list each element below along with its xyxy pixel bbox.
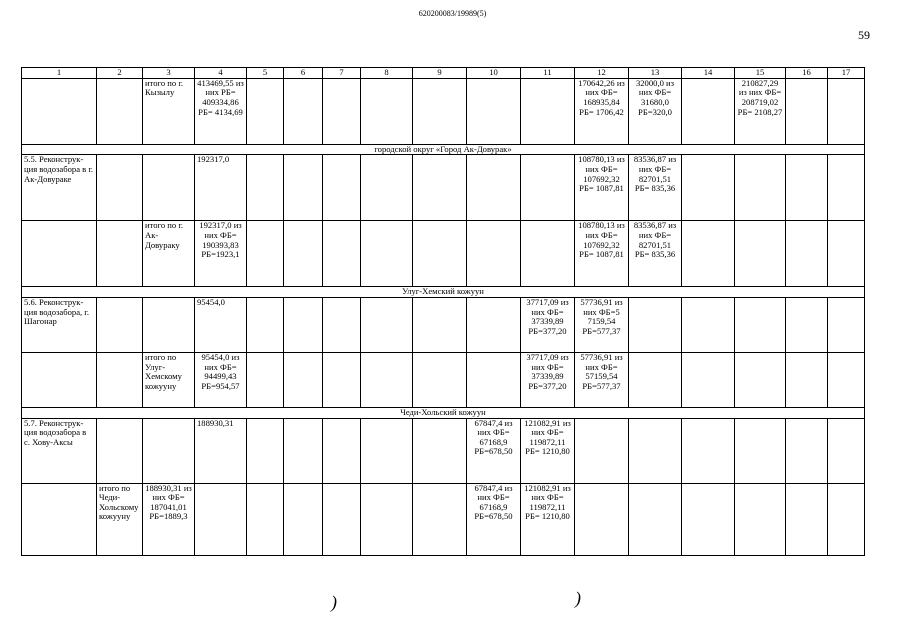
- cell-col13: 83536,87 из них ФБ= 82701,51 РБ= 835,36: [629, 155, 682, 221]
- col-header-6: 6: [284, 68, 323, 79]
- table-row: [22, 352, 865, 407]
- col-header-14: 14: [682, 68, 735, 79]
- col-header-5: 5: [247, 68, 284, 79]
- cell-col10: 67847,4 из них ФБ= 67168,9 РБ=678,50: [467, 483, 521, 555]
- project-name: 5.6. Реконструк-ция водозабора, г. Шагонар: [22, 297, 97, 352]
- cell-col4: 413469,55 из них РБ= 409334,86 РБ= 4134,69: [195, 78, 247, 144]
- col-header-17: 17: [828, 68, 865, 79]
- cell-col12: 108780,13 из них ФБ= 107692,32 РБ= 1087,81: [575, 155, 629, 221]
- table-row: [22, 221, 865, 287]
- total-label: итого по Улуг-Хемскому кожууну: [143, 352, 195, 407]
- section-header-row: [22, 407, 865, 418]
- col-header-16: 16: [786, 68, 828, 79]
- col-header-9: 9: [413, 68, 467, 79]
- section-title: Улуг-Хемский кожуун: [22, 287, 865, 298]
- col-header-13: 13: [629, 68, 682, 79]
- document-id: 620200083/19989(5): [418, 9, 487, 18]
- cell-col4: 95454,0: [195, 297, 247, 352]
- col-header-7: 7: [323, 68, 361, 79]
- col-header-3: 3: [143, 68, 195, 79]
- table-row: [22, 483, 865, 555]
- cell-col4: 192317,0: [195, 155, 247, 221]
- cell-col10: 67847,4 из них ФБ= 67168,9 РБ=678,50: [467, 418, 521, 483]
- total-label: итого по г. Кызылу: [143, 78, 195, 144]
- col-header-15: 15: [735, 68, 786, 79]
- cell-col11: 121082,91 из них ФБ= 119872,11 РБ= 1210,80: [521, 483, 575, 555]
- table-row: [22, 155, 865, 221]
- handwritten-mark: ): [331, 592, 337, 612]
- cell-col15: 210827,29 из них ФБ= 208719,02 РБ= 2108,27: [735, 78, 786, 144]
- section-header-row: [22, 287, 865, 298]
- col-header-11: 11: [521, 68, 575, 79]
- col-header-1: 1: [22, 68, 97, 79]
- total-label: итого по Чеди-Хольскому кожууну: [97, 483, 143, 555]
- col-header-8: 8: [361, 68, 413, 79]
- total-label: итого по г. Ак-Довураку: [143, 221, 195, 287]
- cell-col12: 57736,91 из них ФБ=5 7159,54 РБ=577,37: [575, 297, 629, 352]
- cell-col3: 188930,31 из них ФБ= 187041,01 РБ=1889,3: [143, 483, 195, 555]
- cell-col12: 57736,91 из них ФБ= 57159,54 РБ=577,37: [575, 352, 629, 407]
- col-header-10: 10: [467, 68, 521, 79]
- page-number: 59: [858, 28, 870, 42]
- cell-col4: 188930,31: [195, 418, 247, 483]
- budget-table: [21, 67, 865, 556]
- project-name: 5.7. Реконструк-ция водозабора в с. Хову-Аксы: [22, 418, 97, 483]
- handwritten-mark: ): [575, 588, 581, 608]
- col-header-12: 12: [575, 68, 629, 79]
- col-header-4: 4: [195, 68, 247, 79]
- project-name: 5.5. Реконструк-ция водозабора в г. Ак-Довураке: [22, 155, 97, 221]
- cell-col11: 121082,91 из них ФБ= 119872,11 РБ= 1210,80: [521, 418, 575, 483]
- col-header-2: 2: [97, 68, 143, 79]
- section-title: Чеди-Хольский кожуун: [22, 407, 865, 418]
- cell-col12: 170642,26 из них ФБ= 168935,84 РБ= 1706,42: [575, 78, 629, 144]
- table-row: [22, 78, 865, 144]
- section-header-row: [22, 144, 865, 155]
- cell-col11: 37717,09 из них ФБ= 37339,89 РБ=377,20: [521, 297, 575, 352]
- column-number-row: [22, 68, 865, 79]
- table-row: [22, 418, 865, 483]
- cell-col11: 37717,09 из них ФБ= 37339,89 РБ=377,20: [521, 352, 575, 407]
- cell-col13: 32000,0 из них ФБ= 31680,0 РБ=320,0: [629, 78, 682, 144]
- table-row: [22, 297, 865, 352]
- cell-col13: 83536,87 из них ФБ= 82701,51 РБ= 835,36: [629, 221, 682, 287]
- section-title: городской округ «Город Ак-Довурак»: [22, 144, 865, 155]
- cell-col4: 192317,0 из них ФБ= 190393,83 РБ=1923,1: [195, 221, 247, 287]
- cell-col4: 95454,0 из них ФБ= 94499,43 РБ=954,57: [195, 352, 247, 407]
- cell-col12: 108780,13 из них ФБ= 107692,32 РБ= 1087,81: [575, 221, 629, 287]
